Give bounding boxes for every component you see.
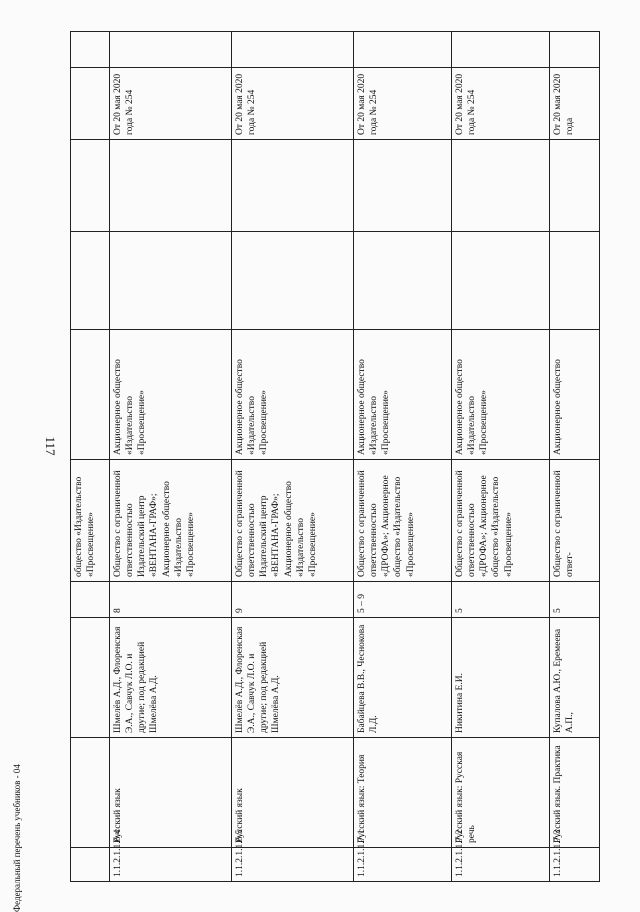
cell-order: От 20 мая 2020 года № 254 bbox=[354, 68, 452, 140]
cell-authors: Купалова А.Ю., Еремеева А.П., bbox=[550, 618, 600, 738]
cell-current-publisher: Акционерное общество «Издательство «Просвещение» bbox=[354, 330, 452, 460]
cell-empty bbox=[550, 32, 600, 68]
cell-grade bbox=[71, 582, 110, 618]
cell-current-publisher: Акционерное общество «Издательство «Просвещение» bbox=[452, 330, 550, 460]
footer-note: Федеральный перечень учебников - 04 bbox=[12, 764, 22, 912]
table-row bbox=[550, 32, 600, 882]
cell-empty bbox=[452, 32, 550, 68]
cell-subject: Русский язык bbox=[110, 738, 232, 848]
cell-empty bbox=[354, 32, 452, 68]
cell-code: 1.1.2.1.1.7.1 bbox=[354, 848, 452, 882]
cell-publisher: Общество с ограниченной ответственностью «ДРОФА»; Акционерное общество «Издательство «Просвещение» bbox=[452, 460, 550, 582]
cell-code: 1.1.2.1.1.6.5 bbox=[232, 848, 354, 882]
cell-empty bbox=[550, 232, 600, 330]
cell-subject: Русский язык bbox=[232, 738, 354, 848]
table-row bbox=[452, 32, 550, 882]
cell-current-publisher: Акционерное общество «Издательство «Просвещение» bbox=[232, 330, 354, 460]
cell-order: От 20 мая 2020 года bbox=[550, 68, 600, 140]
cell-current-publisher bbox=[71, 330, 110, 460]
table-row bbox=[354, 32, 452, 882]
textbook-table bbox=[70, 31, 600, 882]
cell-authors: Шмелёв А.Д., Флоренская Э.А., Савчук Л.О. и другие; под редакцией Шмелёва А.Д. bbox=[110, 618, 232, 738]
cell-grade: 5 bbox=[550, 582, 600, 618]
cell-code: 1.1.2.1.1.7.3 bbox=[550, 848, 600, 882]
cell-empty bbox=[354, 232, 452, 330]
cell-empty bbox=[354, 140, 452, 232]
cell-empty bbox=[232, 232, 354, 330]
cell-empty bbox=[110, 140, 232, 232]
cell-empty bbox=[550, 140, 600, 232]
cell-order: От 20 мая 2020 года № 254 bbox=[110, 68, 232, 140]
cell-current-publisher: Акционерное общество bbox=[550, 330, 600, 460]
cell-code: 1.1.2.1.1.7.2 bbox=[452, 848, 550, 882]
cell-code bbox=[71, 848, 110, 882]
cell-publisher: Общество с ограниченной ответственностью Издательский центр «ВЕНТАНА-ГРАФ»; Акционерное общество «Издательство «Просвещение» bbox=[232, 460, 354, 582]
cell-authors: Шмелёв А.Д., Флоренская Э.А., Савчук Л.О. и другие; под редакцией Шмелёва А.Д. bbox=[232, 618, 354, 738]
cell-authors bbox=[71, 618, 110, 738]
cell-order: От 20 мая 2020 года № 254 bbox=[232, 68, 354, 140]
cell-grade: 8 bbox=[110, 582, 232, 618]
textbook-table-rotated bbox=[70, 32, 595, 882]
cell-publisher: Общество с ограниченной ответственностью «ДРОФА»; Акционерное общество «Издательство «Просвещение» bbox=[354, 460, 452, 582]
table-row bbox=[232, 32, 354, 882]
cell-empty bbox=[71, 140, 110, 232]
cell-subject: Русский язык: Русская речь bbox=[452, 738, 550, 848]
cell-empty bbox=[110, 32, 232, 68]
cell-empty bbox=[452, 140, 550, 232]
page-number: 117 bbox=[43, 436, 58, 456]
cell-empty bbox=[71, 32, 110, 68]
cell-authors: Бабайцева В.В., Чеснокова Л.Д. bbox=[354, 618, 452, 738]
table-row-continuation bbox=[71, 32, 110, 882]
cell-order: От 20 мая 2020 года № 254 bbox=[452, 68, 550, 140]
cell-code: 1.1.2.1.1.6.4 bbox=[110, 848, 232, 882]
cell-subject: Русский язык: Теория bbox=[354, 738, 452, 848]
table-row bbox=[110, 32, 232, 882]
cell-grade: 5 bbox=[452, 582, 550, 618]
cell-grade: 5 – 9 bbox=[354, 582, 452, 618]
cell-order bbox=[71, 68, 110, 140]
cell-authors: Никитина Е.И. bbox=[452, 618, 550, 738]
cell-subject bbox=[71, 738, 110, 848]
cell-empty bbox=[232, 32, 354, 68]
cell-empty bbox=[71, 232, 110, 330]
cell-empty bbox=[452, 232, 550, 330]
cell-empty bbox=[232, 140, 354, 232]
cell-publisher: Общество с ограниченной ответ- bbox=[550, 460, 600, 582]
cell-publisher: общество «Издательство «Просвещение» bbox=[71, 460, 110, 582]
cell-publisher: Общество с ограниченной ответственностью Издательский центр «ВЕНТАНА-ГРАФ»; Акционерное общество «Издательство «Просвещение» bbox=[110, 460, 232, 582]
cell-grade: 9 bbox=[232, 582, 354, 618]
cell-empty bbox=[110, 232, 232, 330]
cell-subject: Русский язык. Практика bbox=[550, 738, 600, 848]
cell-current-publisher: Акционерное общество «Издательство «Просвещение» bbox=[110, 330, 232, 460]
